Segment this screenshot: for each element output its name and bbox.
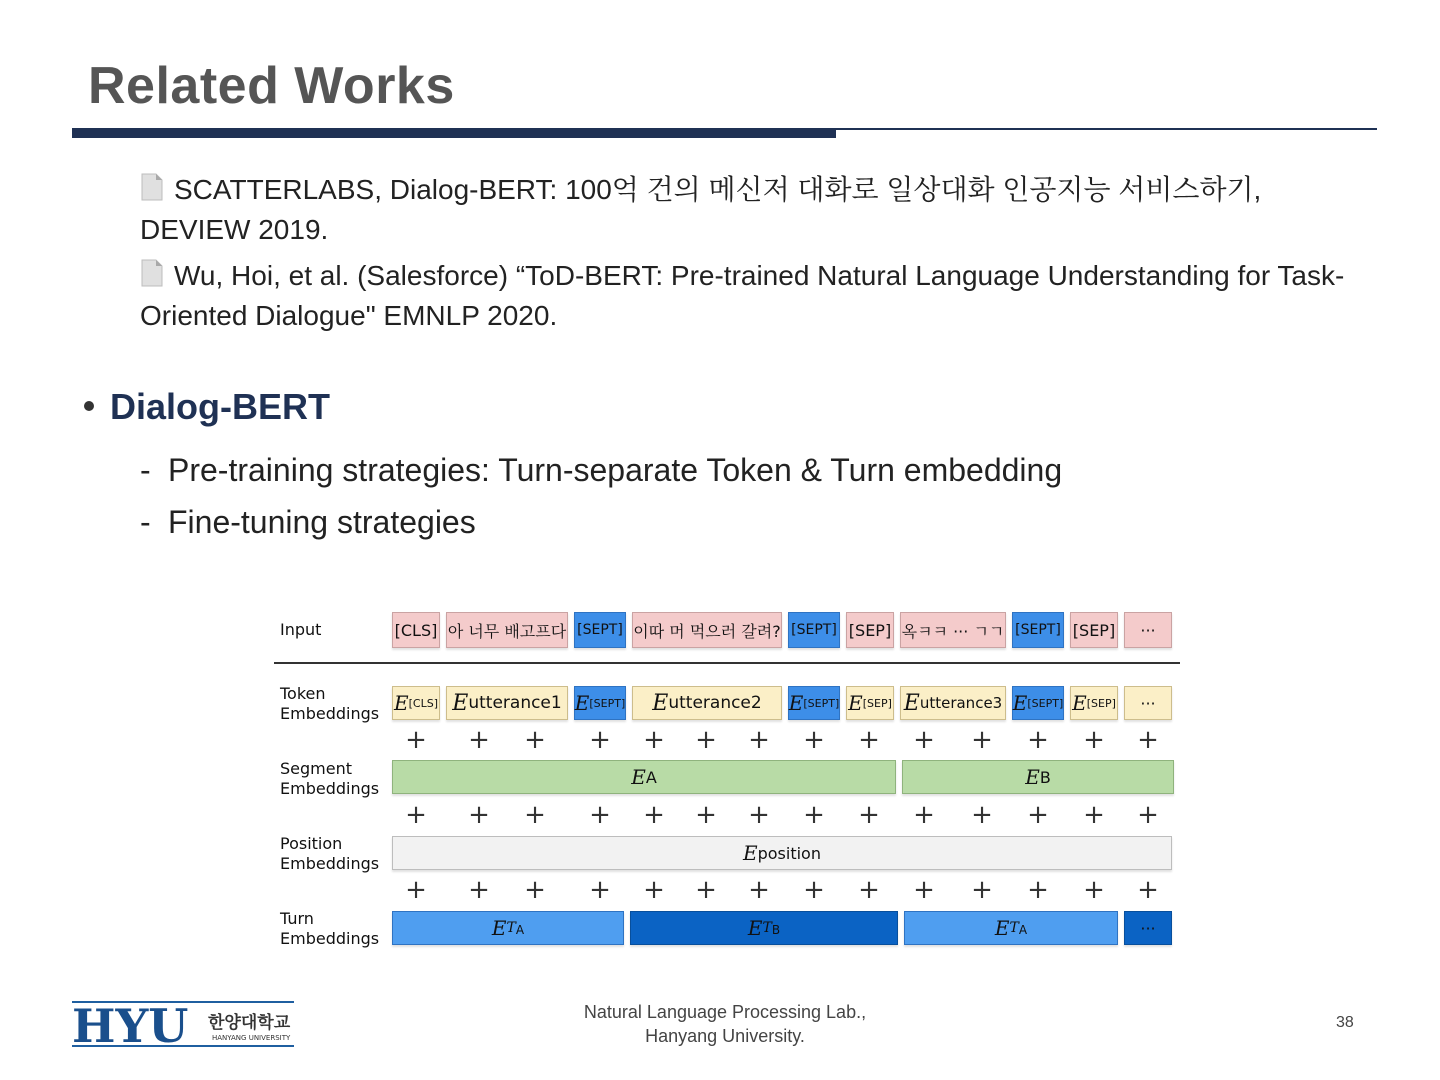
title-underline-thick — [72, 128, 836, 138]
token-embedding — [1012, 686, 1064, 720]
reference-text: Wu, Hoi, et al. (Salesforce) “ToD-BERT: Pre-trained Natural Language Understanding for Task-Oriented Dialogue" EMNLP 2020. — [140, 260, 1345, 331]
plus-sign: + — [971, 875, 993, 905]
slide-title: Related Works — [88, 57, 455, 115]
input-token: ··· — [1124, 612, 1172, 648]
input-token: [SEPT] — [788, 612, 840, 648]
row-label-input: Input — [280, 620, 322, 639]
sub-item: - Pre-training strategies: Turn-separate Token & Turn embedding — [140, 452, 1063, 488]
row-label-line: Segment — [280, 759, 352, 778]
token-embedding — [1070, 686, 1118, 720]
footer-line: Natural Language Processing Lab., — [583, 1002, 867, 1022]
input-token: [SEP] — [1070, 612, 1118, 648]
plus-sign: + — [748, 800, 770, 830]
bullet-heading — [84, 386, 330, 428]
emb-sub: B — [1039, 767, 1051, 787]
plus-sign: + — [524, 800, 546, 830]
sub-items — [140, 444, 1062, 548]
token-embedding: ··· — [1124, 686, 1172, 720]
plus-sign: + — [524, 875, 546, 905]
input-token: 아 너무 배고프다 — [446, 612, 568, 648]
emb-sub: utterance2 — [668, 693, 762, 713]
row-label-line: Turn — [280, 909, 314, 928]
emb-sub-t: T — [506, 919, 516, 936]
plus-sign: + — [913, 875, 935, 905]
emb-sub: [SEPT] — [803, 696, 840, 710]
logo-text: HYU — [72, 1000, 189, 1048]
emb-subsub: A — [1018, 922, 1028, 937]
token-embedding — [788, 686, 840, 720]
footer-lab — [520, 1000, 930, 1048]
row-label-line: Embeddings — [280, 779, 380, 798]
logo-english: HANYANG UNIVERSITY — [212, 1034, 291, 1042]
row-label-line: Embeddings — [280, 704, 380, 723]
plus-sign: + — [643, 725, 665, 755]
row-label-position — [280, 834, 379, 874]
footer-line: Hanyang University. — [645, 1026, 805, 1046]
plus-sign: + — [858, 800, 880, 830]
emb-base: E — [452, 690, 469, 716]
plus-sign: + — [1137, 725, 1159, 755]
emb-base: E — [652, 690, 669, 716]
plus-sign: + — [1027, 875, 1049, 905]
document-icon — [140, 173, 164, 201]
plus-sign: + — [468, 800, 490, 830]
input-token: 이따 머 먹으러 갈려? — [632, 612, 782, 648]
plus-sign: + — [971, 800, 993, 830]
turn-embedding — [904, 911, 1118, 945]
token-embedding — [392, 686, 440, 720]
row-label-line: Embeddings — [280, 854, 380, 873]
plus-sign: + — [695, 800, 717, 830]
emb-sub — [507, 920, 525, 937]
plus-sign: + — [468, 875, 490, 905]
emb-sub-t: T — [1009, 919, 1019, 936]
emb-sub: [SEP] — [1086, 696, 1116, 710]
segment-embedding-a — [392, 760, 896, 794]
token-embedding — [846, 686, 894, 720]
segment-embedding-b — [902, 760, 1174, 794]
emb-sub — [1010, 920, 1028, 937]
emb-subsub: B — [771, 922, 781, 937]
plus-sign: + — [589, 800, 611, 830]
plus-sign: + — [748, 725, 770, 755]
row-label-line: Position — [280, 834, 343, 853]
plus-sign: + — [468, 725, 490, 755]
emb-sub: utterance3 — [919, 694, 1003, 712]
plus-sign: + — [643, 875, 665, 905]
dialog-bert-embedding-diagram — [274, 606, 1186, 958]
reference-text: SCATTERLABS, Dialog-BERT: 100억 건의 메신저 대화로 일상대화 인공지능 서비스하기, DEVIEW 2019. — [140, 174, 1262, 245]
plus-sign: + — [803, 800, 825, 830]
plus-sign: + — [643, 800, 665, 830]
emb-base: E — [394, 691, 409, 715]
plus-sign: + — [1137, 800, 1159, 830]
plus-sign: + — [1027, 725, 1049, 755]
plus-sign: + — [589, 875, 611, 905]
plus-sign: + — [971, 725, 993, 755]
reference-item — [140, 256, 1370, 336]
emb-base: E — [848, 691, 863, 715]
sub-item: - Fine-tuning strategies — [140, 504, 476, 540]
plus-sign: + — [1083, 725, 1105, 755]
emb-base: E — [994, 916, 1010, 940]
row-label-token — [280, 684, 379, 724]
reference-item — [140, 170, 1370, 250]
plus-sign: + — [913, 725, 935, 755]
title-underline-thin — [836, 128, 1377, 130]
input-token: 옥ㅋㅋ ··· ㄱㄱ — [900, 612, 1006, 648]
emb-sub — [763, 920, 781, 937]
emb-base: E — [747, 916, 763, 940]
hyu-logo — [72, 1000, 294, 1048]
plus-sign: + — [405, 875, 427, 905]
emb-sub: A — [645, 767, 657, 787]
plus-sign: + — [589, 725, 611, 755]
plus-sign: + — [1083, 800, 1105, 830]
plus-sign: + — [1083, 875, 1105, 905]
row-label-turn — [280, 909, 379, 949]
position-embedding — [392, 836, 1172, 870]
plus-sign: + — [1027, 800, 1049, 830]
emb-sub: [CLS] — [408, 696, 438, 710]
emb-sub: [SEPT] — [589, 696, 626, 710]
emb-base: E — [903, 690, 920, 716]
row-label-segment — [280, 759, 379, 799]
logo-korean: 한양대학교 — [208, 1013, 291, 1033]
plus-sign: + — [748, 875, 770, 905]
row-label-line: Embeddings — [280, 929, 380, 948]
input-token: [SEPT] — [574, 612, 626, 648]
emb-base: E — [631, 765, 646, 789]
plus-sign: + — [803, 875, 825, 905]
emb-sub: position — [757, 843, 821, 863]
page-number: 38 — [1336, 1014, 1354, 1031]
token-embedding — [446, 686, 568, 720]
document-icon — [140, 259, 164, 287]
sub-item-text: Pre-training strategies: Turn-separate Token & Turn embedding — [168, 452, 1063, 488]
emb-base: E — [743, 841, 758, 865]
emb-sub: [SEPT] — [1027, 696, 1064, 710]
sub-item-text: Fine-tuning strategies — [168, 504, 476, 540]
plus-sign: + — [524, 725, 546, 755]
token-embedding — [574, 686, 626, 720]
token-embedding — [632, 686, 782, 720]
emb-base: E — [1012, 691, 1028, 715]
input-token: [SEP] — [846, 612, 894, 648]
input-token: [CLS] — [392, 612, 440, 648]
emb-sub: utterance1 — [468, 693, 562, 713]
input-token: [SEPT] — [1012, 612, 1064, 648]
plus-sign: + — [695, 725, 717, 755]
emb-base: E — [1025, 765, 1040, 789]
emb-sub-t: T — [762, 919, 772, 936]
emb-base: E — [574, 691, 590, 715]
plus-sign: + — [1137, 875, 1159, 905]
plus-sign: + — [695, 875, 717, 905]
diagram-divider — [274, 662, 1180, 664]
emb-base: E — [491, 916, 507, 940]
emb-sub: [SEP] — [862, 696, 892, 710]
emb-subsub: A — [515, 922, 525, 937]
turn-embedding — [392, 911, 624, 945]
emb-base: E — [1072, 691, 1087, 715]
bullet-heading-text: Dialog-BERT — [110, 386, 330, 427]
plus-sign: + — [405, 725, 427, 755]
row-label-line: Token — [280, 684, 326, 703]
turn-embedding — [630, 911, 898, 945]
plus-sign: + — [858, 875, 880, 905]
bullet-dot — [84, 401, 94, 411]
token-embedding — [900, 686, 1006, 720]
plus-sign: + — [405, 800, 427, 830]
plus-sign: + — [913, 800, 935, 830]
plus-sign: + — [858, 725, 880, 755]
references — [140, 170, 1370, 342]
emb-base: E — [788, 691, 804, 715]
turn-embedding: ··· — [1124, 911, 1172, 945]
plus-sign: + — [803, 725, 825, 755]
